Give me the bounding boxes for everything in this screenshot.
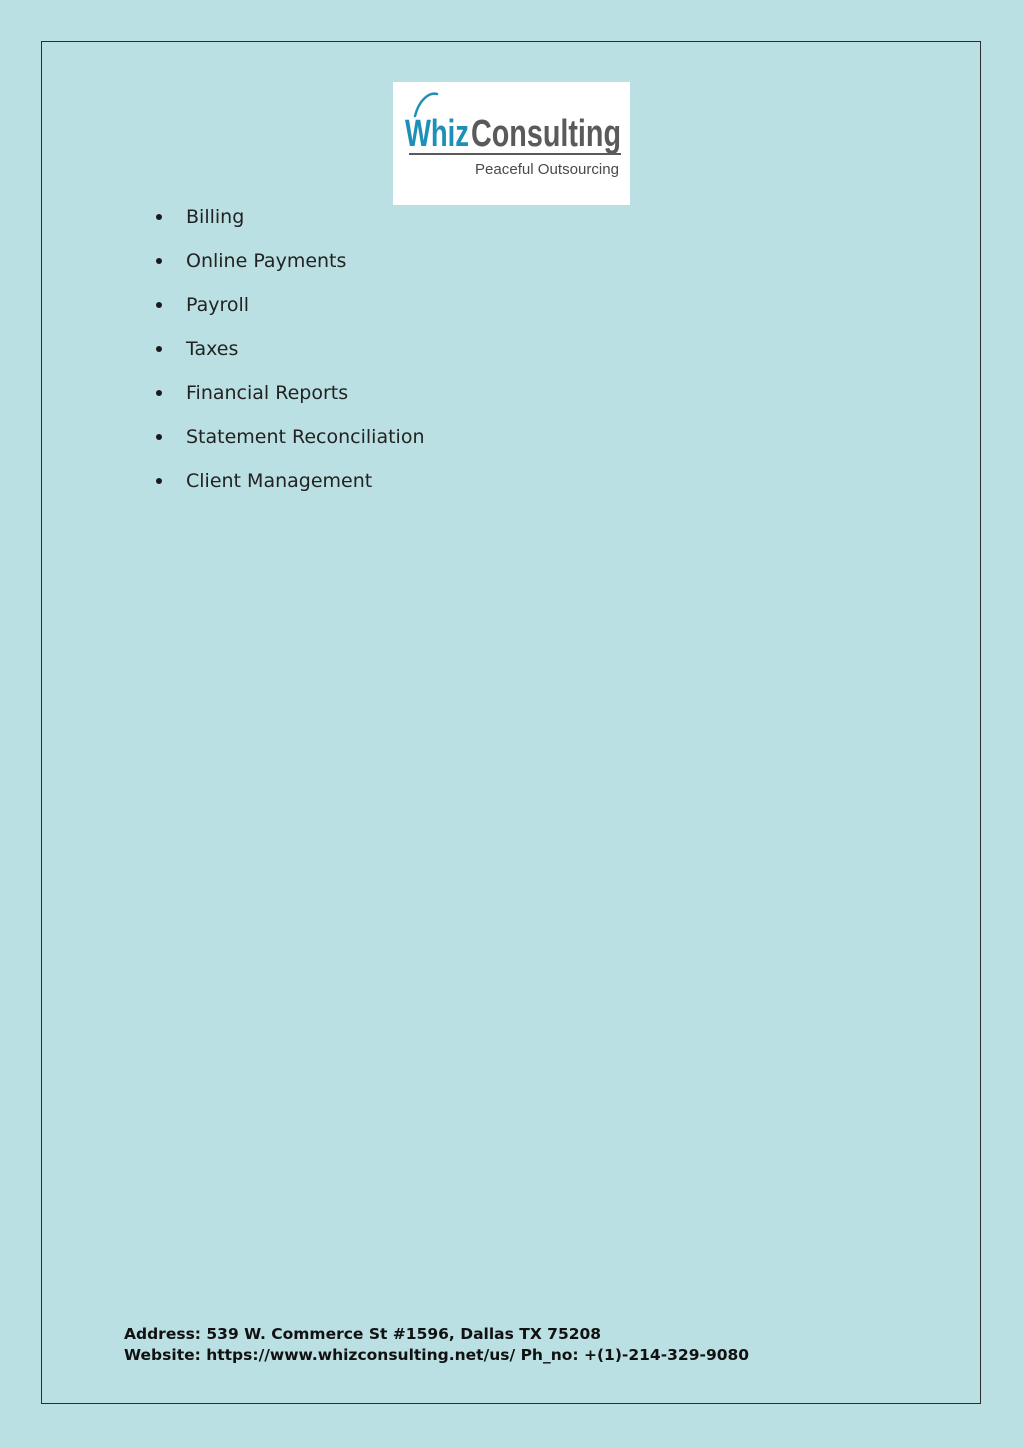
service-label: Statement Reconciliation xyxy=(186,426,425,448)
service-label: Online Payments xyxy=(186,250,347,272)
bullet-icon xyxy=(156,214,162,220)
bullet-icon xyxy=(156,434,162,440)
service-item-statement-reconciliation xyxy=(150,421,425,465)
logo-consulting-text: Consulting xyxy=(471,113,621,155)
service-item-billing xyxy=(150,201,425,245)
bullet-icon xyxy=(156,478,162,484)
whizconsulting-logo xyxy=(393,82,630,205)
bullet-icon xyxy=(156,302,162,308)
bullet-icon xyxy=(156,258,162,264)
service-item-payroll xyxy=(150,289,425,333)
service-item-client-management xyxy=(150,465,425,509)
bullet-icon xyxy=(156,390,162,396)
service-item-financial-reports xyxy=(150,377,425,421)
logo-whiz-text: Whiz xyxy=(405,113,469,155)
website-phone-line: Website: https://www.whizconsulting.net/us/ Ph_no: +(1)-214-329-9080 xyxy=(124,1346,750,1364)
logo-tagline-text: Peaceful Outsourcing xyxy=(475,161,619,178)
service-label: Payroll xyxy=(186,294,250,316)
service-item-taxes xyxy=(150,333,425,377)
address-line: Address: 539 W. Commerce St #1596, Dallas TX 75208 xyxy=(124,1325,602,1343)
service-item-online-payments xyxy=(150,245,425,289)
service-label: Financial Reports xyxy=(186,382,349,404)
services-list xyxy=(150,201,425,509)
contact-footer xyxy=(124,1324,749,1366)
service-label: Billing xyxy=(186,206,245,228)
bullet-icon xyxy=(156,346,162,352)
service-label: Client Management xyxy=(186,470,373,492)
service-label: Taxes xyxy=(186,338,239,360)
